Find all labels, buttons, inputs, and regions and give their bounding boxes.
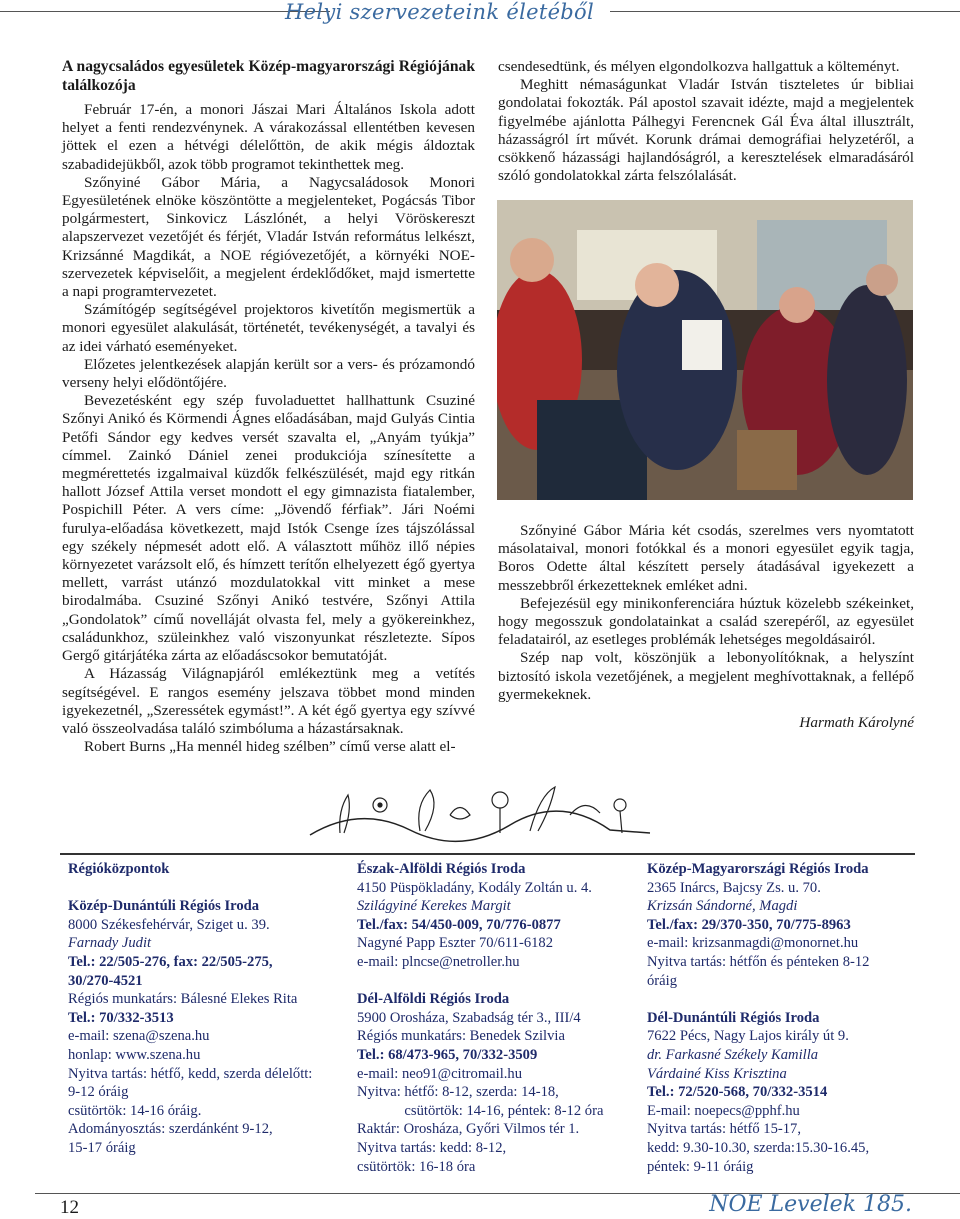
paragraph: Szőnyiné Gábor Mária, a Nagycsaládosok Monori Egyesületének elnöke köszöntötte a megjelenteket, Pogácsás Tibor polgármestert, Sinkovicz Lászlónét, a helyi Vöröskereszt alapszervezet vezetőjét és férjét, Vladár István református lelkészt, Krizsánné Magdikát, a NOE régióvezetőjét, a környéki NOE-szervezetek képviselőit, a megjelent érdeklődőket, majd ismertette a napi programtervezetet. — [62, 173, 475, 301]
office-line: 7622 Pécs, Nagy Lajos király út 9. — [647, 1028, 849, 1045]
office-line: 9-12 óráig — [68, 1084, 129, 1101]
office-line: Nagyné Papp Eszter 70/611-6182 — [357, 935, 554, 952]
left-paragraphs — [62, 101, 475, 756]
office-line: Tel./fax: 29/370-350, 70/775-8963 — [647, 916, 851, 933]
office-line: Közép-Magyarországi Régiós Iroda — [647, 861, 869, 877]
office-line: E-mail: noepecs@pphf.hu — [647, 1102, 800, 1119]
event-photo — [497, 200, 913, 500]
paragraph: csendesedtünk, és mélyen elgondolkozva hallgattuk a költeményt. — [498, 58, 900, 75]
article-title: A nagycsaládos egyesületek Közép-magyarországi Régiójának találkozója — [62, 58, 475, 94]
office-line: Közép-Dunántúli Régiós Iroda — [68, 898, 260, 915]
right-bottom-paragraphs — [498, 522, 914, 704]
office-line: e-mail: neo91@citromail.hu — [357, 1065, 523, 1082]
office-line: csütörtök: 14-16 óráig. — [68, 1102, 202, 1119]
office-line: Észak-Alföldi Régiós Iroda — [357, 861, 526, 877]
offices-column-3 — [647, 860, 912, 1176]
office-line: Nyitva tartás: hétfő 15-17, — [647, 1121, 802, 1138]
section-title: Helyi szervezeteink életéből — [285, 0, 594, 24]
spacer — [357, 972, 642, 991]
paragraph: Befejezésül egy minikonferenciára húztuk közelebb székeinket, hogy megosszuk gondolatainkat a család szerepéről, az egyesület feladatairól, az esetleges problémák lehetséges megoldásairól. — [498, 594, 914, 649]
offices-column-2 — [357, 860, 642, 1176]
office-line: Raktár: Orosháza, Győri Vilmos tér 1. — [357, 1121, 580, 1138]
office-line: 5900 Orosháza, Szabadság tér 3., III/4 — [357, 1009, 581, 1026]
paragraph: Szőnyiné Gábor Mária két csodás, szerelmes vers nyomtatott másolataival, monori fotókkal és a monori egyesület egyik tagja, Boros Odette által készített persely átadásával igyekezett a messzebbről érkezetteknek emléket adni. — [498, 522, 914, 594]
office-line: honlap: www.szena.hu — [68, 1046, 201, 1063]
page-number: 12 — [60, 1197, 79, 1218]
article-right-column-bottom — [498, 522, 914, 732]
article-right-column-top — [498, 58, 914, 185]
office-line: 15-17 óráig — [68, 1139, 136, 1156]
author-signature: Harmath Károlyné — [799, 714, 914, 732]
spacer — [68, 879, 338, 898]
office-line: 8000 Székesfehérvár, Sziget u. 39. — [68, 916, 270, 933]
paragraph: Meghitt némaságunkat Vladár István tiszteletes úr bibliai gondolatai fokozták. Pál apostol szavait idézte, majd a megjelentek figyelmébe ajánlotta Pálhegyi Ferencnek Gál Éva által illusztrált, házasságról írt művét. Korunk drámai demográfiai helyzetéről, a csökkenő házassági hajlandóságról, a keresztelések elmaradásáról szóló gondolatokkal zárta felszólalását. — [498, 76, 914, 185]
office-line: péntek: 9-11 óráig — [647, 1158, 754, 1175]
offices-column-1 — [68, 860, 338, 1158]
paragraph: Február 17-én, a monori Jászai Mari Általános Iskola adott helyet a fenti rendezvénynek. A várakozással ellentétben kevesen jöttek el ezen a hétvégi délelőttön, de akik mégis áldoztak szabadidejükből, azok több programot tekinthettek meg. — [62, 101, 475, 173]
office-line: kedd: 9.30-10.30, szerda:15.30-16.45, — [647, 1139, 870, 1156]
office-line: Régióközpontok — [68, 861, 170, 877]
paragraph: Előzetes jelentkezések alapján került sor a vers- és prózamondó verseny helyi elődöntőjére. — [62, 355, 475, 392]
office-line: Nyitva tartás: hétfő, kedd, szerda délelőtt: — [68, 1065, 313, 1082]
office-line: Dél-Alföldi Régiós Iroda — [357, 991, 510, 1008]
office-line: csütörtök: 14-16, péntek: 8-12 óra — [357, 1102, 604, 1119]
office-line: 2365 Inárcs, Bajcsy Zs. u. 70. — [647, 879, 821, 896]
office-line: Krizsán Sándorné, Magdi — [647, 898, 798, 915]
office-line: Tel.: 22/505-276, fax: 22/505-275, — [68, 953, 273, 970]
office-line: Nyitva tartás: kedd: 8-12, — [357, 1139, 507, 1156]
office-line: Tel./fax: 54/450-009, 70/776-0877 — [357, 916, 561, 933]
right-top-paragraphs — [498, 58, 914, 185]
office-line: 30/270-4521 — [68, 972, 143, 989]
office-line: Tel.: 70/332-3513 — [68, 1009, 174, 1026]
paragraph: Szép nap volt, köszönjük a lebonyolítóknak, a helyszínt biztosító iskola vezetőjének, a megjelent meghívottaknak, a fellépő gyermekeknek. — [498, 649, 914, 703]
office-line: óráig — [647, 972, 677, 989]
office-line: Nyitva tartás: hétfőn és pénteken 8-12 — [647, 953, 870, 970]
office-line: Adományosztás: szerdánként 9-12, — [68, 1121, 273, 1138]
journal-title: NOE Levelek 185. — [709, 1192, 912, 1217]
paragraph: Bevezetésként egy szép fuvoladuettet hallhattunk Csuziné Szőnyi Anikó és Körmendi Ágnes előadásában, majd Gulyás Cintia Petőfi Sándor egy kedves versét szavalta el, „Anyám tyúkja” címmel. Zainkó Dániel zenei produkciója színesítette a megmérettetés izgalmaival küzdők felkészülését, majd egy ritkán hallott József Attila verset mondott el egy gimnazista fiatalember, Pospichill Péter. A vers címe: „Jövendő férfiak”. Jári Noémi furulya-előadása következett, majd Istók Csenge ízes tájszólással egy székely népmesét adott elő. A választott műhöz illő népies környezetet varázsolt elő, és hímzett terítőn elhelyezett égő gyertya mellett, varrást utánzó mozdulatokkal vitt minket a mese birodalmába. Csuziné Szőnyi Anikó testvére, Szőnyi Attila „Gondolatok” című novelláját olvasta fel, mely a gyökereinkhez, családunkhoz, szüleinkhez való viszonyunkat részletezte. Sípos Gergő gitárjátéka zárta az előadáscsokor bemutatóját. — [62, 392, 475, 665]
office-line: e-mail: szena@szena.hu — [68, 1028, 210, 1045]
spacer — [647, 990, 912, 1009]
office-line: Farnady Judit — [68, 935, 152, 952]
header-rule-right — [610, 11, 960, 12]
office-line: Tel.: 68/473-965, 70/332-3509 — [357, 1046, 538, 1063]
paragraph: A Házasság Világnapjáról emlékeztünk meg a vetítés segítségével. E rangos esemény jelszava többet mond minden igyekezetnél, „Szeressétek egymást!”. A két égő gyertya egy szívvé való összeolvadása találó szimbóluma a házastársaknak. — [62, 665, 475, 737]
offices-rule — [60, 853, 915, 855]
office-line: Régiós munkatárs: Benedek Szilvia — [357, 1028, 565, 1045]
office-line: Várdainé Kiss Krisztina — [647, 1065, 787, 1082]
floral-ornament — [300, 775, 660, 845]
office-line: Nyitva: hétfő: 8-12, szerda: 14-18, — [357, 1084, 559, 1101]
office-line: dr. Farkasné Székely Kamilla — [647, 1046, 819, 1063]
paragraph: Robert Burns „Ha mennél hideg szélben” című verse alatt el- — [84, 738, 456, 756]
header-rule-left — [0, 11, 330, 12]
office-line: e-mail: plncse@netroller.hu — [357, 953, 520, 970]
office-line: Dél-Dunántúli Régiós Iroda — [647, 1009, 820, 1026]
paragraph: Számítógép segítségével projektoros kivetítőn megismertük a monori egyesület alakulását, történetét, tevékenységét, a tavalyi és az idei várható eseményeket. — [62, 301, 475, 355]
office-line: csütörtök: 16-18 óra — [357, 1158, 476, 1175]
article-left-column — [62, 58, 475, 756]
office-line: 4150 Püspökladány, Kodály Zoltán u. 4. — [357, 879, 592, 896]
office-line: Szilágyiné Kerekes Margit — [357, 898, 511, 915]
office-line: e-mail: krizsanmagdi@monornet.hu — [647, 935, 859, 952]
office-line: Régiós munkatárs: Bálesné Elekes Rita — [68, 991, 298, 1008]
office-line: Tel.: 72/520-568, 70/332-3514 — [647, 1084, 828, 1101]
